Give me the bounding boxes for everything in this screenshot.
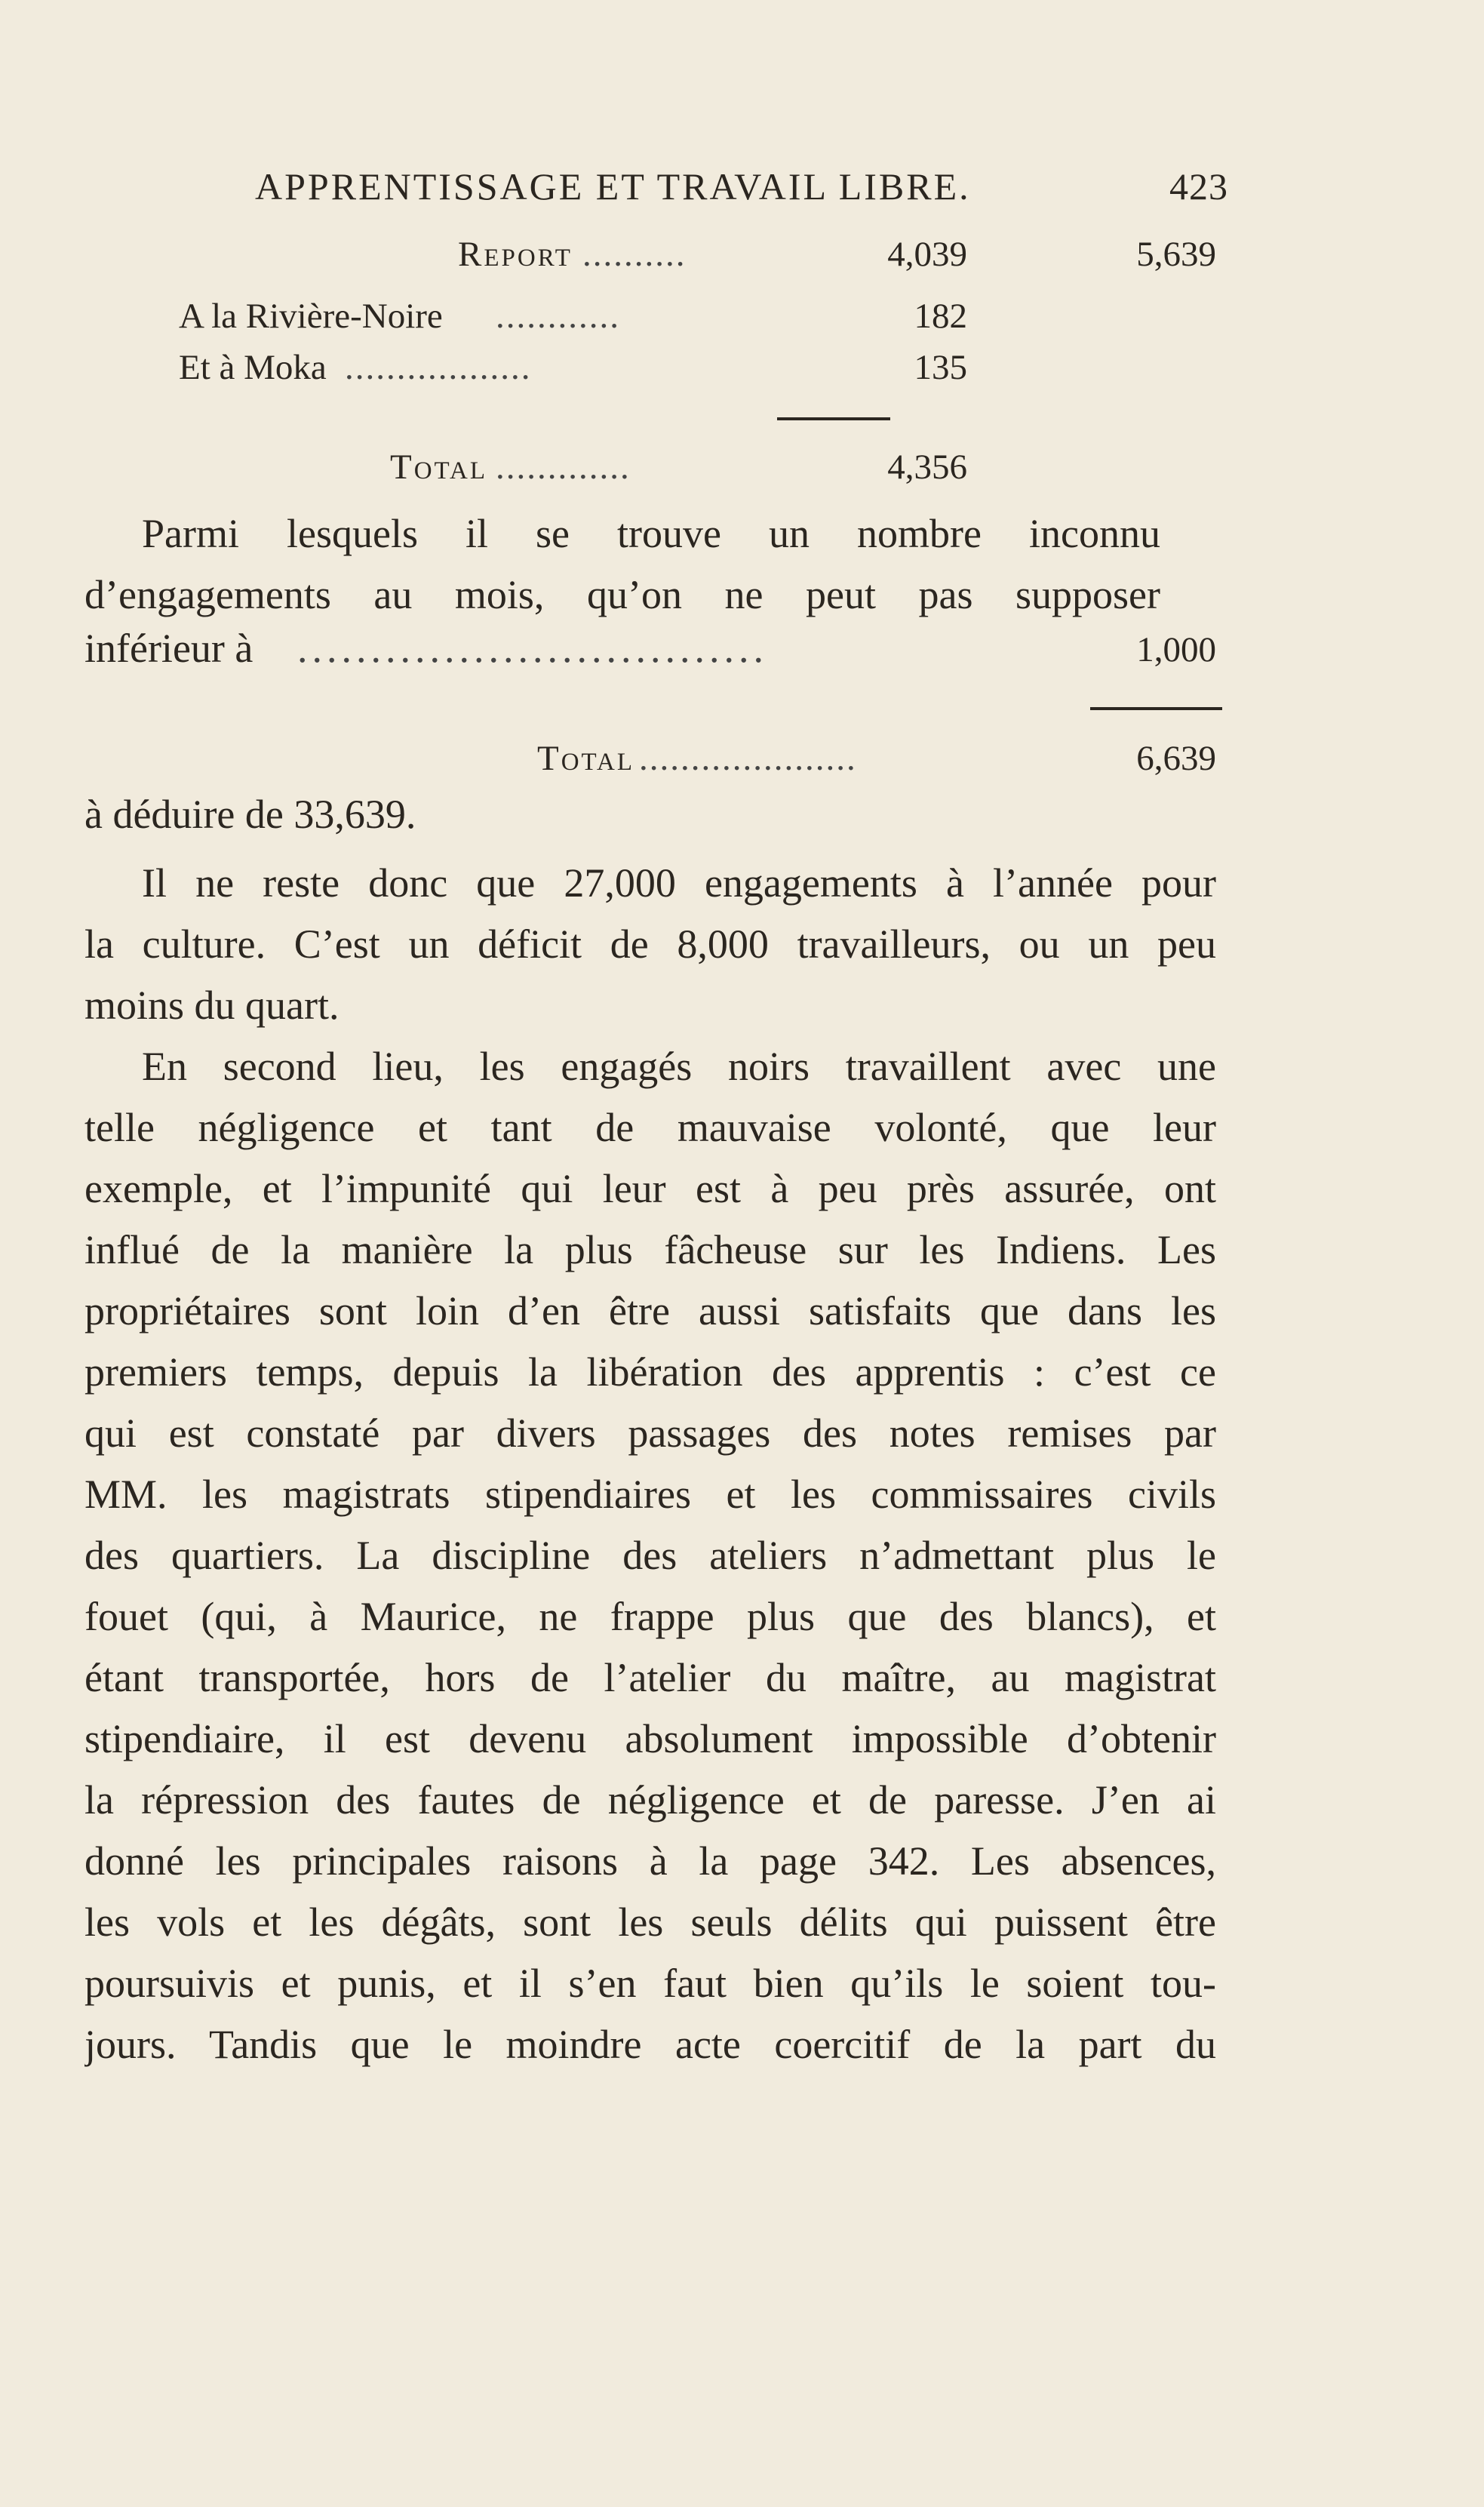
total1-label: Total <box>390 448 488 487</box>
paragraph-2-line-1: Il ne reste donc que 27,000 engagements à l’année pour <box>142 860 1216 906</box>
paragraph-3-line-8: MM. les magistrats stipendiaires et les commissaires civils <box>84 1472 1216 1517</box>
paragraph-1 <box>84 503 1216 626</box>
paragraph-2-line-3: moins du quart. <box>84 983 340 1028</box>
total2-value: 6,639 <box>1136 739 1216 778</box>
report-dots: .......... <box>582 235 687 274</box>
paragraph-3-line-4: influé de la manière la plus fâcheuse sur les Indiens. Les <box>84 1227 1216 1272</box>
paragraph-3-line-6: premiers temps, depuis la libération des apprentis : c’est ce <box>84 1349 1216 1395</box>
total2-label: Total <box>537 739 635 778</box>
paragraph-3 <box>84 1036 1216 2075</box>
paragraph-1-line-1: Parmi lesquels il se trouve un nombre inconnu <box>142 511 1160 556</box>
ledger-row-total-1 <box>84 447 1216 500</box>
total1-value: 4,356 <box>887 448 967 487</box>
report-outer-value: 5,639 <box>1136 235 1216 274</box>
paragraph-3-line-13: la répression des fautes de négligence et de paresse. J’en ai <box>84 1777 1216 1823</box>
riviere-value: 182 <box>914 297 967 336</box>
moka-label: Et à Moka <box>179 348 327 387</box>
paragraph-3-line-12: stipendiaire, il est devenu absolument impossible d’obtenir <box>84 1716 1216 1761</box>
paragraph-2-line-2: la culture. C’est un déficit de 8,000 travailleurs, ou un peu <box>84 921 1216 967</box>
paragraph-2 <box>84 853 1216 1036</box>
paragraph-1-value: 1,000 <box>1136 630 1216 669</box>
moka-value: 135 <box>914 348 967 387</box>
paragraph-3-line-5: propriétaires sont loin d’en être aussi satisfaits que dans les <box>84 1288 1216 1333</box>
paragraph-1-line-3 <box>84 625 1216 686</box>
paragraph-3-line-2: telle négligence et tant de mauvaise volonté, que leur <box>84 1105 1216 1150</box>
ledger-row-report <box>84 234 1216 287</box>
paragraph-3-line-17: jours. Tandis que le moindre acte coercitif de la part du <box>84 2022 1216 2067</box>
sum-rule-2 <box>1090 707 1222 710</box>
paragraph-3-line-11: étant transportée, hors de l’atelier du maître, au magistrat <box>84 1655 1216 1700</box>
paragraph-1-line-3-text: inférieur à <box>84 626 253 671</box>
page-header <box>255 165 1228 208</box>
paragraph-3-line-14: donné les principales raisons à la page 342. Les absences, <box>84 1838 1216 1884</box>
ledger-row-moka <box>84 347 1216 400</box>
riviere-label: A la Rivière-Noire <box>179 297 443 336</box>
running-title: APPRENTISSAGE ET TRAVAIL LIBRE. <box>255 165 971 208</box>
total2-dots: ..................... <box>639 739 857 778</box>
paragraph-3-line-1: En second lieu, les engagés noirs travaillent avec une <box>142 1044 1216 1089</box>
paragraph-3-line-16: poursuivis et punis, et il s’en faut bien qu’ils le soient tou- <box>84 1961 1216 2006</box>
moka-dots: .................. <box>345 348 532 387</box>
riviere-dots: ............ <box>496 297 620 336</box>
ledger-row-riviere-noire <box>84 296 1216 349</box>
paragraph-3-line-7: qui est constaté par divers passages des notes remises par <box>84 1410 1216 1456</box>
ledger-row-total-2 <box>84 738 1216 791</box>
report-value: 4,039 <box>887 235 967 274</box>
page-number: 423 <box>1169 165 1228 208</box>
report-label: Report <box>458 235 573 274</box>
sum-rule-1 <box>777 417 890 420</box>
paragraph-1-line-2: d’engagements au mois, qu’on ne peut pas supposer <box>84 572 1160 617</box>
total1-dots: ............. <box>496 448 631 487</box>
paragraph-3-line-15: les vols et les dégâts, sont les seuls délits qui puissent être <box>84 1899 1216 1945</box>
paragraph-3-line-3: exemple, et l’impunité qui leur est à peu près assurée, ont <box>84 1166 1216 1211</box>
deduction-line: à déduire de 33,639. <box>84 792 416 837</box>
paragraph-3-line-10: fouet (qui, à Maurice, ne frappe plus que des blancs), et <box>84 1594 1216 1639</box>
paragraph-1-line-3-dots: ................................ <box>297 626 768 671</box>
paragraph-3-line-9: des quartiers. La discipline des ateliers n’admettant plus le <box>84 1533 1216 1578</box>
